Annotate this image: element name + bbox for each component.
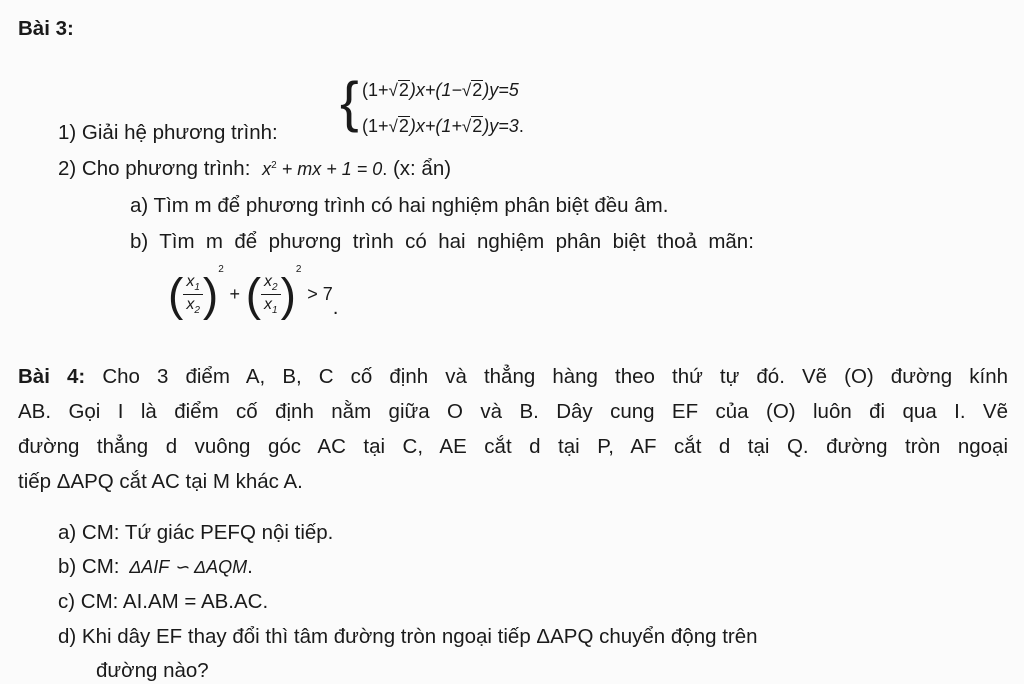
bai4-title: Bài 4: [18, 365, 86, 388]
q2-equation: $x^2$ + mx + 1 = 0. [262, 159, 388, 179]
equation-1: (1+√2)x+(1−√2)y=5 [362, 80, 519, 100]
bai3-title: Bài 3: [18, 17, 74, 40]
fraction-1: $\frac{x_1}{x_2}$ [183, 272, 203, 317]
bai4-c: c) CM: AI.AM = AB.AC. [58, 590, 269, 613]
bai4-d-cont: đường nào? [96, 659, 209, 682]
bai4-d: d) Khi dây EF thay đổi thì tâm đường tròn ngoại tiếp ΔAPQ chuyển động trên [58, 625, 758, 648]
fraction-2: $\frac{x_2}{x_1}$ [261, 272, 281, 317]
bai4-paragraph: Bài 4: Cho 3 điểm A, B, C cố định và thẳng hàng theo thứ tự đó. Vẽ (O) đường kính AB. Gọi I là điểm cố định nằm giữa O và B. Dây cung EF của (O) luôn đi qua I. Vẽ đường thẳng d vuông góc AC tại C, AE cắt d tại P, AF cắt d tại Q. đường tròn ngoại tiếp ΔAPQ cắt AC tại M khác A. [18, 365, 1009, 493]
q2-line [58, 157, 451, 182]
q1-label: 1) Giải hệ phương trình: [58, 121, 278, 144]
q2-note: (x: ẩn) [387, 157, 452, 180]
left-brace: { [340, 70, 359, 133]
q2-label: 2) Cho phương trình: [58, 157, 251, 180]
equation-2: (1+√2)x+(1+√2)y=3. [362, 116, 524, 136]
bai4-a: a) CM: Tứ giác PEFQ nội tiếp. [58, 521, 334, 544]
inequality: ( $\frac{x_1}{x_2}$ )$^2$ + ( $\frac{x_2}{x_1}$ )$^2$ > 7. [168, 264, 339, 321]
q2b: b) Tìm m để phương trình có hai nghiệm phân biệt thoả mãn: [130, 230, 754, 253]
bai4-b: b) CM: ΔAIF ∽ ΔAQM. [58, 555, 253, 578]
q2a: a) Tìm m để phương trình có hai nghiệm phân biệt đều âm. [130, 194, 669, 217]
